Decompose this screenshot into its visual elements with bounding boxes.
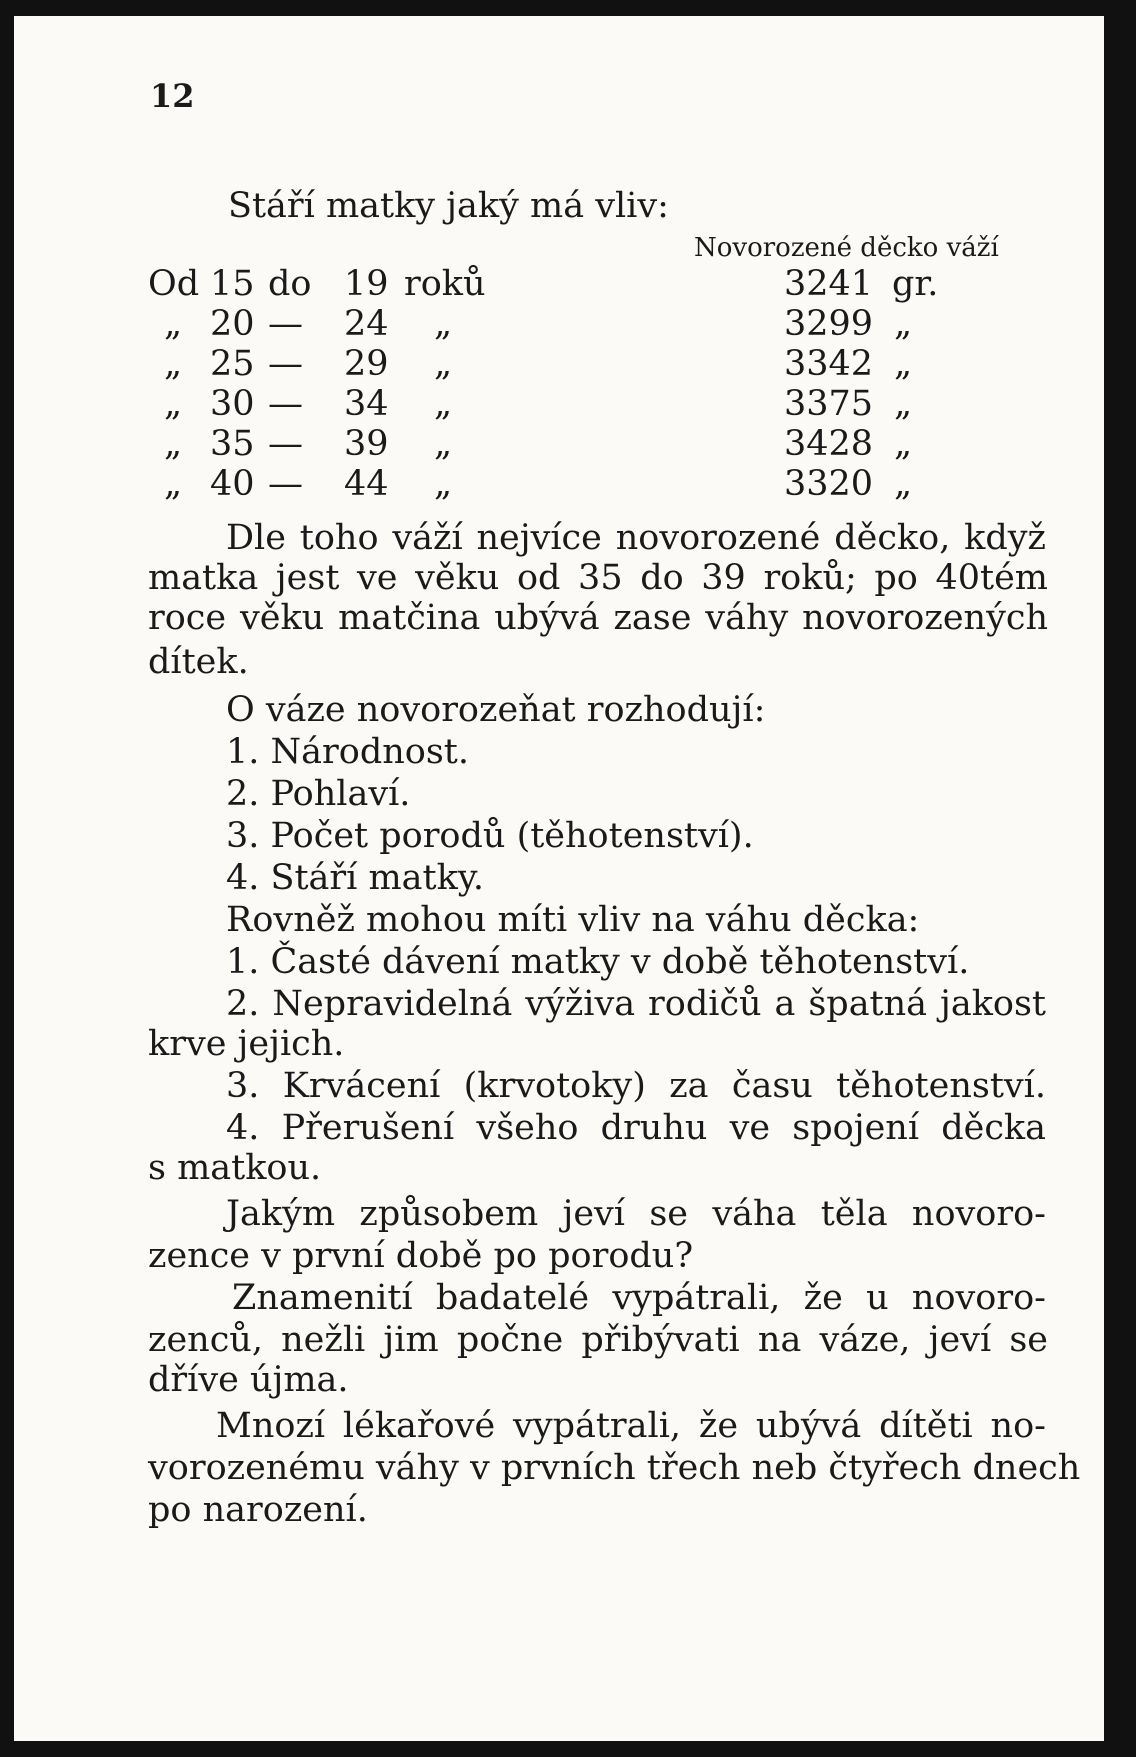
list-heading: O váze novorozeňat rozhodují:: [226, 690, 766, 730]
list-item: 3. Krvácení (krvotoky) za času těhotenství.: [226, 1066, 1046, 1106]
list-item: 4. Stáří matky.: [226, 858, 485, 898]
paragraph-line: dítek.: [148, 642, 249, 682]
list-item: 4. Přerušení všeho druhu ve spojení děcka: [226, 1108, 1046, 1148]
list-item: krve jejich.: [148, 1024, 345, 1064]
paragraph-line: dříve újma.: [148, 1360, 349, 1400]
list-item: 2. Pohlaví.: [226, 774, 411, 814]
paragraph-line: roce věku matčina ubývá zase váhy novorozených: [148, 598, 1048, 638]
paragraph-line: zence v první době po porodu?: [148, 1236, 694, 1276]
paragraph-line: vorozenému váhy v prvních třech neb čtyřech dnech: [148, 1448, 1081, 1488]
paragraph-line: matka jest ve věku od 35 do 39 roků; po 40tém: [148, 558, 1048, 598]
section-heading: Stáří matky jaký má vliv:: [228, 186, 669, 226]
paragraph-line: Dle toho váží nejvíce novorozené děcko, když: [226, 518, 1046, 558]
list-item: 1. Národnost.: [226, 732, 469, 772]
list-heading: Rovněž mohou míti vliv na váhu děcka:: [226, 900, 920, 940]
list-item: 1. Časté dávení matky v době těhotenství.: [226, 942, 970, 982]
paragraph-line: po narození.: [148, 1490, 368, 1530]
page-number: 12: [150, 77, 195, 115]
list-item: 2. Nepravidelná výživa rodičů a špatná jakost: [226, 984, 1046, 1024]
paragraph-line: Mnozí lékařové vypátrali, že ubývá dítěti no-: [216, 1406, 1046, 1446]
list-item: s matkou.: [148, 1148, 322, 1188]
column-header: Novorozené děcko váží: [694, 233, 999, 263]
paragraph-line: zenců, nežli jim počne přibývati na váze, jeví se: [148, 1320, 1048, 1360]
paragraph-line: Jakým způsobem jeví se váha těla novoro-: [226, 1194, 1046, 1234]
paragraph-line: Znamenití badatelé vypátrali, že u novoro-: [232, 1278, 1046, 1318]
list-item: 3. Počet porodů (těhotenství).: [226, 816, 754, 856]
book-page: 12 Stáří matky jaký má vliv: Novorozené děcko váží Od 15 do 19 roků 3241 gr. „ 20 — 24 „ 3299 „ „ 25 — 29 „ 3342 „ „ 30 — 34 „ 3375 „ „ 35 — 39 „ 3428 „ „ 40 — 44 „ 3320 „ Dle toho váží nejvíce novorozené děcko, když matka jest ve věku od 35 do 39 roků; po 40tém roce věku matčina ubývá zase váhy novorozených dítek. O váze novorozeňat rozhodují: 1. Národnost. 2. Pohlaví. 3. Počet porodů (těhotenství). 4. Stáří matky. Rovněž mohou míti vliv na váhu děcka: 1. Časté dávení matky v době těhotenství. 2. Nepravidelná výživa rodičů a špatná jakost krve jejich. 3. Krvácení (krvotoky) za času těhotenství. 4. Přerušení všeho druhu ve spojení děcka s matkou. Jakým způsobem jeví se váha těla novoro- zence v první době po porodu? Znamenití badatelé vypátrali, že u novoro- zenců, nežli jim počne přibývati na váze, jeví se dříve újma. Mnozí lékařové vypátrali, že ubývá dítěti no- vorozenému váhy v prvních třech neb čtyřech dnech po narození.: [14, 16, 1104, 1741]
